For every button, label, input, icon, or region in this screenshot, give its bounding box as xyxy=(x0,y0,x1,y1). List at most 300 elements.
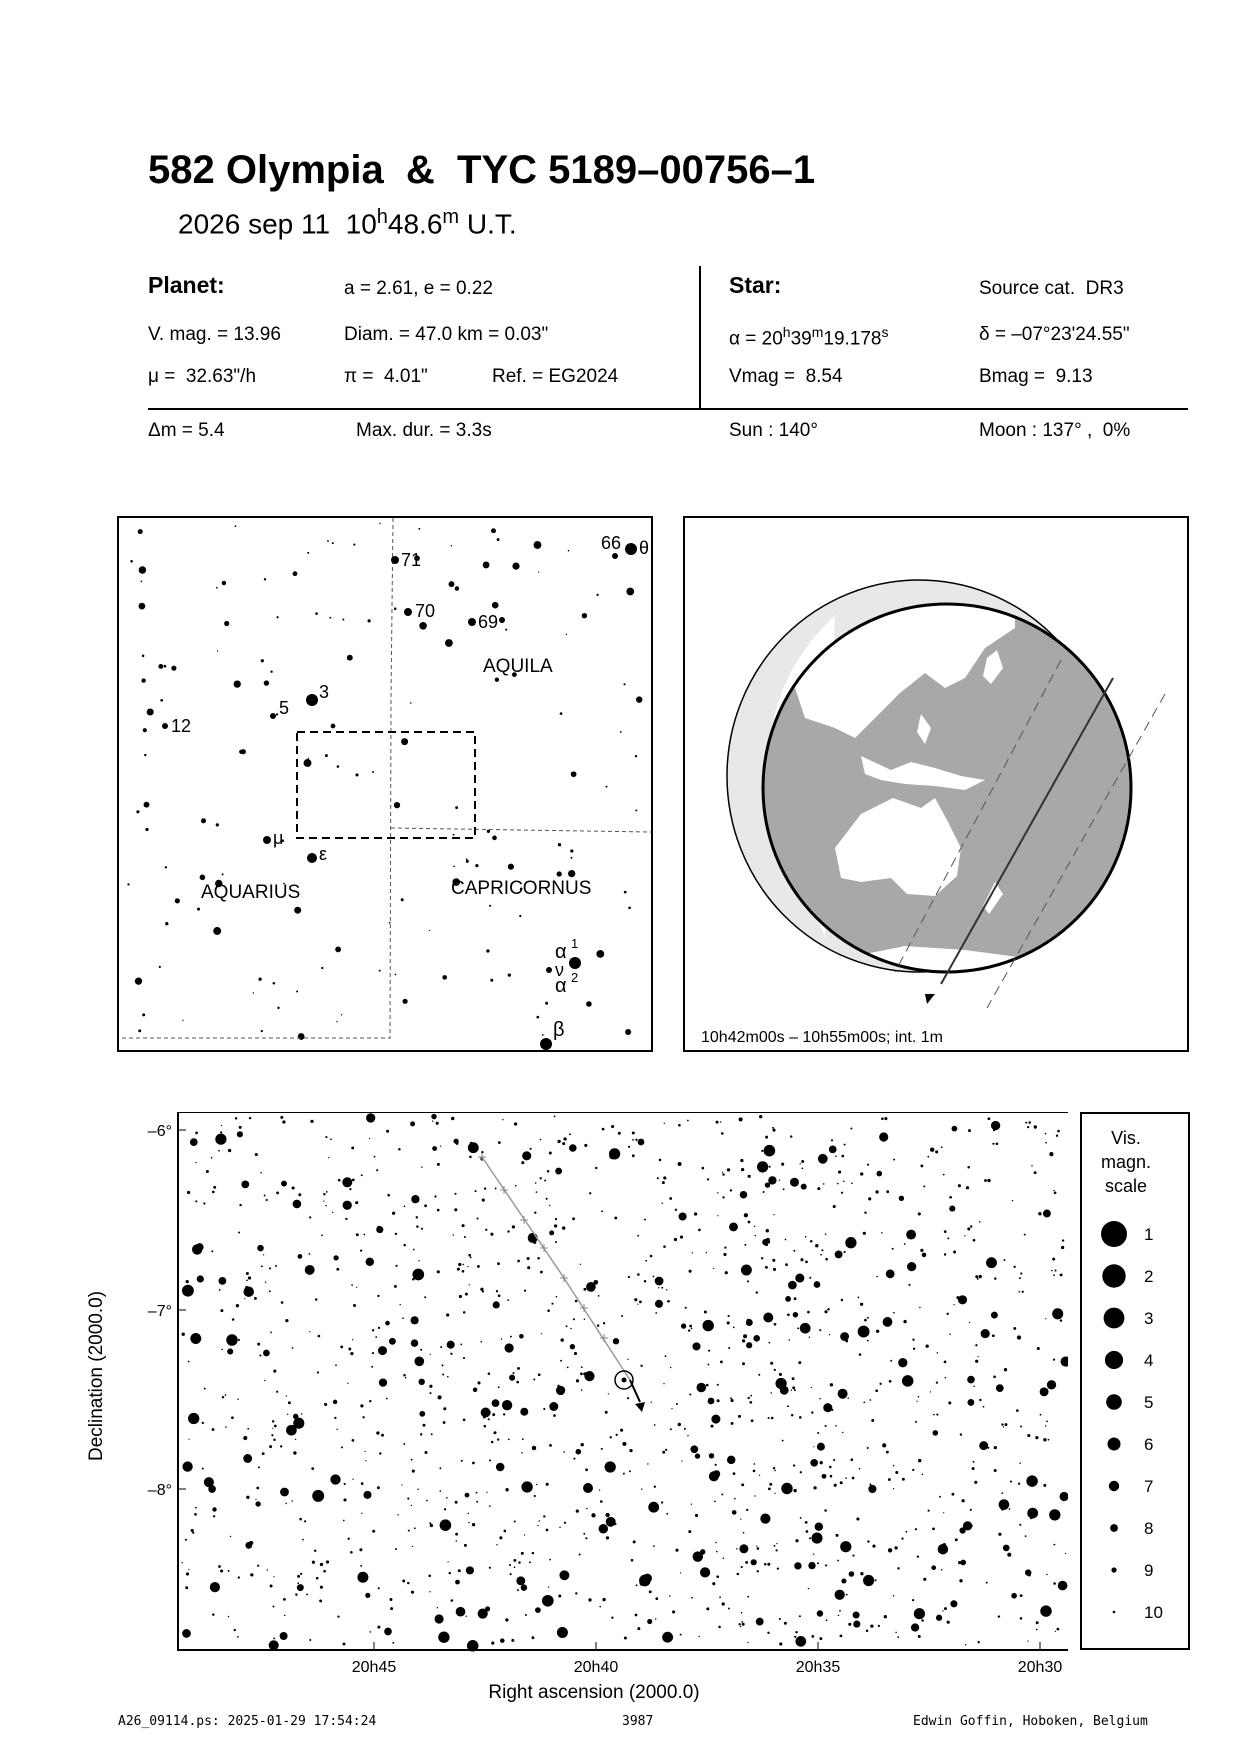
field-star xyxy=(571,857,573,859)
field-star xyxy=(541,1333,542,1334)
field-star xyxy=(375,1336,377,1338)
field-star xyxy=(817,1443,825,1451)
field-star xyxy=(160,699,163,702)
constellation-label-capricornus: CAPRICORNUS xyxy=(451,878,592,899)
field-star xyxy=(965,1644,966,1645)
field-star xyxy=(466,860,469,863)
field-star xyxy=(895,1632,897,1634)
field-star xyxy=(744,1244,746,1246)
field-star xyxy=(484,1425,487,1428)
field-star xyxy=(250,1573,253,1576)
field-star xyxy=(603,1322,605,1324)
magnitude-rows xyxy=(1101,1221,1163,1622)
field-star xyxy=(486,1492,487,1493)
field-star xyxy=(947,1621,950,1624)
field-star xyxy=(547,1170,550,1173)
field-star xyxy=(280,1445,282,1447)
field-star xyxy=(1038,1212,1041,1215)
field-star xyxy=(139,603,146,610)
field-star xyxy=(727,1168,730,1171)
field-star xyxy=(404,1205,406,1207)
field-star xyxy=(920,1249,923,1252)
field-star xyxy=(1054,1269,1056,1271)
field-star xyxy=(653,1276,655,1278)
field-star xyxy=(453,1139,458,1144)
field-star xyxy=(263,1254,264,1255)
field-star xyxy=(190,1138,198,1146)
field-star xyxy=(838,1615,839,1616)
field-star xyxy=(520,1408,528,1416)
field-star xyxy=(750,1395,752,1397)
event-date: 2026 sep 11 xyxy=(178,208,331,240)
field-star xyxy=(220,1131,222,1133)
field-star xyxy=(996,1384,1004,1392)
star-chart xyxy=(82,1112,1068,1702)
field-star xyxy=(571,771,577,777)
field-star xyxy=(776,1543,777,1544)
field-star xyxy=(791,1414,793,1416)
field-star xyxy=(1048,1439,1050,1441)
field-star xyxy=(1004,1259,1006,1261)
field-star xyxy=(893,1488,894,1489)
field-star xyxy=(598,1295,600,1297)
field-star xyxy=(265,1282,266,1283)
field-star xyxy=(228,1149,231,1152)
field-star xyxy=(315,1298,318,1301)
field-star xyxy=(379,970,381,972)
field-star xyxy=(171,666,176,671)
field-star xyxy=(819,1329,821,1331)
field-star xyxy=(757,1161,768,1172)
field-star xyxy=(746,1319,753,1326)
field-star xyxy=(507,1299,509,1301)
field-star xyxy=(743,1334,747,1338)
field-star xyxy=(662,1632,673,1643)
field-star xyxy=(499,1536,502,1539)
field-star xyxy=(563,1451,565,1453)
field-star xyxy=(1053,1274,1055,1276)
field-star xyxy=(272,1428,273,1429)
field-star xyxy=(979,1441,988,1450)
star-nu xyxy=(546,967,552,973)
star-right-ascension: $\alpha = 20^h39^m19.178^s$ xyxy=(729,324,889,350)
field-star xyxy=(449,1572,451,1574)
field-star xyxy=(583,1288,586,1291)
field-star xyxy=(649,1590,652,1593)
field-star xyxy=(999,1499,1010,1510)
field-star xyxy=(230,1536,231,1537)
field-star xyxy=(273,1438,276,1441)
field-star xyxy=(581,1443,584,1446)
field-star xyxy=(350,1551,353,1554)
field-star xyxy=(403,1374,406,1377)
field-star xyxy=(517,1589,519,1591)
star-label-alpha2: α xyxy=(555,975,567,997)
field-star xyxy=(932,1528,935,1531)
field-star xyxy=(986,1257,997,1268)
field-star xyxy=(239,1204,241,1206)
field-star xyxy=(243,1454,252,1463)
field-star xyxy=(411,1591,414,1594)
field-star xyxy=(936,1381,938,1383)
field-star xyxy=(451,1599,454,1602)
field-star xyxy=(272,1420,274,1422)
field-star xyxy=(300,1573,302,1575)
field-star xyxy=(381,1434,384,1437)
field-star xyxy=(224,621,229,626)
field-star xyxy=(258,1466,260,1468)
field-star xyxy=(360,1404,363,1407)
field-star xyxy=(337,765,340,768)
field-star xyxy=(468,1513,469,1514)
field-star xyxy=(513,1559,516,1562)
field-star xyxy=(915,1421,917,1423)
field-star xyxy=(569,1144,577,1152)
field-star xyxy=(138,529,143,534)
field-star xyxy=(516,1576,525,1585)
field-star xyxy=(875,1190,878,1193)
field-star xyxy=(1060,1273,1063,1276)
field-star xyxy=(330,1138,332,1140)
field-star xyxy=(626,588,634,596)
field-star xyxy=(1046,1421,1048,1423)
field-star xyxy=(636,1584,638,1586)
magnitude-dot xyxy=(1111,1567,1116,1572)
field-star xyxy=(766,1238,770,1242)
field-star xyxy=(787,1313,790,1316)
field-star xyxy=(497,1262,500,1265)
field-star xyxy=(378,1346,387,1355)
field-star xyxy=(893,1312,895,1314)
field-star xyxy=(665,1355,667,1357)
field-star xyxy=(1034,1171,1037,1174)
field-star xyxy=(293,1414,299,1420)
field-star xyxy=(446,1313,449,1316)
field-star xyxy=(374,1156,376,1158)
field-star xyxy=(867,1317,869,1319)
field-star xyxy=(955,1538,958,1541)
field-star xyxy=(403,1244,406,1247)
field-star xyxy=(298,1033,305,1040)
field-star xyxy=(937,1352,939,1354)
field-star xyxy=(823,1183,825,1185)
field-star xyxy=(390,1598,393,1601)
field-star xyxy=(1051,1270,1053,1272)
field-star xyxy=(469,1156,472,1159)
field-star xyxy=(306,1593,308,1595)
field-star xyxy=(981,1329,990,1338)
field-star xyxy=(285,1503,287,1505)
field-star xyxy=(996,1142,999,1145)
field-star xyxy=(737,1573,740,1576)
field-star xyxy=(782,1440,784,1442)
field-star xyxy=(476,1492,478,1494)
field-star xyxy=(754,1226,755,1227)
field-star xyxy=(849,1571,855,1577)
field-star xyxy=(1018,1291,1020,1293)
field-star xyxy=(837,1183,839,1185)
field-star xyxy=(746,1342,752,1348)
x-tick-label: 20h45 xyxy=(351,1659,397,1676)
field-star xyxy=(867,1164,869,1166)
field-star xyxy=(624,1636,627,1639)
field-star xyxy=(414,1356,424,1366)
field-star xyxy=(596,950,604,958)
field-star xyxy=(457,1268,460,1271)
field-star xyxy=(575,1592,577,1594)
field-star xyxy=(1014,1266,1016,1268)
field-star xyxy=(195,1162,196,1163)
field-star xyxy=(588,1598,591,1601)
field-star xyxy=(808,1588,809,1589)
field-star xyxy=(369,1138,370,1139)
field-star xyxy=(249,1117,251,1119)
field-star xyxy=(651,1402,652,1403)
field-star xyxy=(1054,1544,1056,1546)
field-star xyxy=(343,1201,352,1210)
field-star xyxy=(437,1163,440,1166)
field-star xyxy=(824,1310,827,1313)
field-star xyxy=(764,1145,776,1157)
field-star xyxy=(315,612,318,615)
field-star xyxy=(269,1290,271,1292)
field-star xyxy=(892,1248,894,1250)
field-star xyxy=(574,1352,577,1355)
magnitude-label: 2 xyxy=(1144,1267,1154,1286)
field-star xyxy=(182,1629,191,1638)
field-star xyxy=(859,1468,861,1470)
field-star xyxy=(706,1252,707,1253)
field-star xyxy=(930,1391,931,1392)
field-star xyxy=(529,1561,531,1563)
field-star xyxy=(781,1163,784,1166)
field-star xyxy=(799,1163,800,1164)
field-star xyxy=(437,1270,440,1273)
sun-elongation: Sun : 140° xyxy=(729,420,818,441)
field-star xyxy=(785,1263,788,1266)
field-star xyxy=(534,541,542,549)
field-star xyxy=(359,1548,362,1551)
field-star xyxy=(930,1147,934,1151)
field-star xyxy=(694,1212,697,1215)
field-star xyxy=(463,1418,466,1421)
field-star xyxy=(784,1622,787,1625)
field-star xyxy=(557,1140,560,1143)
field-star xyxy=(343,1642,346,1645)
field-star xyxy=(584,1318,586,1320)
field-star xyxy=(500,1638,505,1643)
field-star xyxy=(863,1402,865,1404)
field-star xyxy=(257,1565,259,1567)
field-star xyxy=(1049,1152,1053,1156)
field-star xyxy=(485,1229,487,1231)
field-star xyxy=(197,908,200,911)
field-star xyxy=(975,1360,978,1363)
magnitude-label: 3 xyxy=(1144,1309,1154,1328)
field-star xyxy=(512,563,519,570)
field-star xyxy=(505,1488,508,1491)
field-star xyxy=(830,1475,833,1478)
field-star xyxy=(485,1606,490,1611)
field-star xyxy=(468,1254,471,1257)
field-star xyxy=(776,1549,778,1551)
star-69-companion xyxy=(499,617,505,623)
field-star xyxy=(875,1389,878,1392)
field-star xyxy=(680,1572,681,1573)
field-star xyxy=(532,1552,534,1554)
field-star xyxy=(659,1159,662,1162)
field-star xyxy=(287,1414,288,1415)
field-star xyxy=(455,1580,460,1585)
field-star xyxy=(560,1360,562,1362)
star-theta xyxy=(625,543,637,555)
field-star xyxy=(794,1389,796,1391)
field-star xyxy=(722,1196,724,1198)
field-star xyxy=(546,1198,548,1200)
field-star xyxy=(918,1635,921,1638)
field-star xyxy=(463,1357,465,1359)
field-star xyxy=(378,1327,380,1329)
field-star xyxy=(428,1575,431,1578)
field-star xyxy=(655,1312,657,1314)
magnitude-label: 10 xyxy=(1144,1603,1163,1622)
field-star xyxy=(182,1285,194,1297)
field-star xyxy=(741,1612,743,1614)
field-star xyxy=(299,1518,302,1521)
field-star xyxy=(935,1150,938,1153)
field-star xyxy=(486,949,489,952)
field-star xyxy=(420,1349,422,1351)
field-star xyxy=(790,1135,792,1137)
field-star xyxy=(549,1444,552,1447)
field-star xyxy=(724,1247,726,1249)
field-star xyxy=(667,1300,670,1303)
field-star xyxy=(436,1122,439,1125)
field-star xyxy=(389,1338,396,1345)
field-star xyxy=(477,1217,479,1219)
field-star xyxy=(741,1621,743,1623)
field-star xyxy=(361,1513,362,1514)
field-star xyxy=(164,665,167,668)
field-star xyxy=(1007,1553,1011,1557)
field-star xyxy=(706,1384,709,1387)
field-star xyxy=(741,1566,743,1568)
field-star xyxy=(505,1618,508,1621)
field-star xyxy=(259,1354,261,1356)
field-star xyxy=(239,750,243,754)
field-star xyxy=(206,1170,209,1173)
field-star xyxy=(993,1375,996,1378)
field-star xyxy=(342,619,344,621)
field-star xyxy=(584,1371,594,1381)
field-star xyxy=(255,1153,258,1156)
field-star xyxy=(664,1123,665,1124)
field-star xyxy=(504,1343,513,1352)
field-star xyxy=(941,1569,943,1571)
field-star xyxy=(681,1460,682,1461)
magnitude-dot xyxy=(1101,1221,1127,1247)
field-star xyxy=(944,1230,947,1233)
field-star xyxy=(669,1595,671,1597)
field-star xyxy=(585,1468,588,1471)
field-star xyxy=(1025,1569,1031,1575)
field-star xyxy=(543,1515,545,1517)
field-star xyxy=(870,1624,873,1627)
star-heading: Star: xyxy=(729,272,782,298)
field-star xyxy=(641,1489,642,1490)
field-star xyxy=(451,545,452,546)
field-star xyxy=(841,1155,844,1158)
field-star xyxy=(236,1304,239,1307)
field-star xyxy=(489,1505,491,1507)
planet-motion: μ = 32.63"/h xyxy=(148,366,257,387)
field-star xyxy=(1054,1191,1057,1194)
field-star xyxy=(1027,1434,1030,1437)
field-star xyxy=(394,1285,397,1288)
field-star xyxy=(644,1280,647,1283)
field-star xyxy=(918,1396,920,1398)
field-star xyxy=(815,1244,818,1247)
field-star xyxy=(917,1555,919,1557)
field-star xyxy=(695,1514,698,1517)
field-star xyxy=(810,1240,813,1243)
field-star xyxy=(785,1296,791,1302)
field-star xyxy=(281,1181,287,1187)
field-star xyxy=(606,1521,608,1523)
field-star xyxy=(795,1274,804,1283)
field-star xyxy=(841,1578,846,1583)
star-5 xyxy=(270,713,276,719)
field-star xyxy=(329,617,331,619)
legend-title-line: Vis. xyxy=(1111,1128,1141,1148)
field-star xyxy=(238,1576,240,1578)
field-star xyxy=(261,1030,263,1032)
field-star xyxy=(811,1411,813,1413)
field-star xyxy=(712,1582,715,1585)
field-star xyxy=(309,1216,311,1218)
field-star xyxy=(392,1212,395,1215)
field-star xyxy=(845,1237,856,1248)
field-star xyxy=(824,1509,827,1512)
field-star xyxy=(142,1013,145,1016)
field-star xyxy=(191,1529,194,1532)
field-star xyxy=(475,1190,477,1192)
field-star xyxy=(280,1488,289,1497)
field-star xyxy=(549,1230,554,1235)
field-star xyxy=(753,1335,760,1342)
field-star xyxy=(654,1424,656,1426)
field-star xyxy=(326,1191,328,1193)
field-star xyxy=(850,1127,852,1129)
field-star xyxy=(340,1346,343,1349)
field-star xyxy=(1045,1142,1047,1144)
field-star xyxy=(304,759,312,767)
field-star xyxy=(1004,1368,1007,1371)
field-star xyxy=(959,1579,962,1582)
field-star xyxy=(991,1121,1000,1130)
field-star xyxy=(269,1267,271,1269)
field-star xyxy=(367,619,370,622)
field-star xyxy=(142,655,145,658)
field-star xyxy=(243,1286,254,1297)
field-star xyxy=(992,1143,994,1145)
field-star xyxy=(487,830,490,833)
field-star xyxy=(491,1642,494,1645)
field-star xyxy=(840,1481,843,1484)
field-star xyxy=(204,1477,214,1487)
field-star xyxy=(344,1483,346,1485)
field-star xyxy=(944,1361,947,1364)
